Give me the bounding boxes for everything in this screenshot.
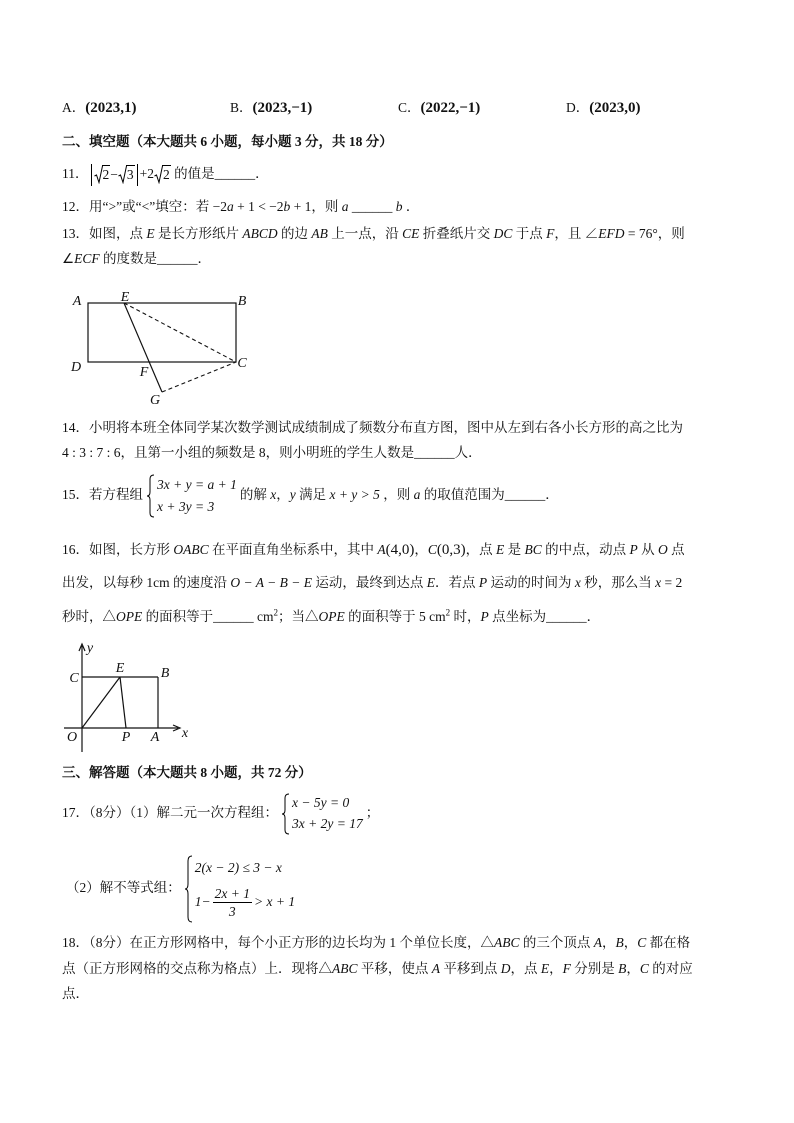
text-segment: ．若点 [434,575,479,590]
unit: cm [253,609,274,624]
math-segment: + 1 < −2 [233,199,284,214]
math-variable: B [618,961,627,976]
square-root [118,165,135,184]
text-segment: 时， [450,609,481,624]
text-segment: 从 [637,542,659,557]
math-variable: b [395,199,403,214]
text-segment: 平移到点 [440,961,501,976]
text-segment: 12．用“>”或“<”填空：若 [62,199,213,214]
text-segment: 18．（8分）在正方形网格中，每个小正方形的边长均为 1 个单位长度，△ [62,935,494,950]
math-variable: DC [493,226,513,241]
label-e: E [115,661,125,676]
text-segment: 的边 [277,226,312,241]
square-root [94,165,111,184]
option-letter: D． [566,100,590,115]
math-variable: ABCD [242,226,278,241]
answer-blank: ______ [504,487,546,502]
math-variable: CE [402,226,420,241]
math-variable: OPE [116,609,143,624]
text-segment: 点（正方形网格的交点称为格点）上．现将△ [62,961,332,976]
question-16-line-2 [62,574,682,592]
answer-blank: ______ [213,609,254,624]
equation: 3x + y = a + 1 [157,476,237,492]
label-x-axis: x [181,726,189,741]
folded-rectangle-figure [66,286,256,408]
math-variable: C [427,542,437,557]
inequality-rows [195,855,295,923]
question-17-part-2 [66,854,298,922]
text-segment: ；当△ [278,609,319,624]
math-variable: P [478,575,488,590]
question-16-line-1 [62,541,685,559]
unit-exponent: 2 [273,607,278,618]
answer-blank: ______ [546,609,587,624]
label-c: C [69,671,79,686]
inequality [195,885,295,920]
text-segment: ． [255,166,269,181]
text-segment: = 2 [661,575,683,590]
text-segment: ，点 [465,542,497,557]
text-segment: 13．如图，点 [62,226,147,241]
equation: x − 5y = 0 [292,795,350,811]
text-segment: ． [402,199,420,214]
question-14-line-1: 14．小明将本班全体同学某次数学测试成绩制成了频数分布直方图，图中从左到右各小长方形的高之比为 [62,420,683,435]
math-variable: A [377,542,386,557]
label-a: A [150,730,160,745]
question-12 [62,198,419,216]
math-variable: BC [524,542,542,557]
equation-system [146,474,237,518]
text-segment: 秒时，△ [62,609,116,624]
math-variable: OABC [173,542,209,557]
text-segment: 的值是 [170,166,215,181]
fraction [213,885,252,920]
math-variable: E [426,575,435,590]
absolute-value-expression [91,164,138,186]
text-segment: 的解 [239,487,271,502]
text-segment: = 76°，则 [624,226,685,241]
math-variable: A [593,935,602,950]
question-14-line-2: 4 : 3 : 7 : 6，且第一小组的频数是 8，则小明班的学生人数是______人． [62,445,482,460]
text-segment: 的取值范围为 [420,487,505,502]
option-letter: B． [230,100,253,115]
text-segment: ． [545,487,559,502]
text-segment: 运动的时间为 [487,575,575,590]
text-segment: ， [602,935,616,950]
math-variable: O [658,542,668,557]
question-18-line-3: 点． [62,986,89,1001]
text-segment: 的中点，动点 [541,542,630,557]
equation-rows [292,793,363,835]
label-e: E [120,290,130,305]
math-variable: x [655,575,662,590]
text-segment: 的面积等于 5 cm [344,609,446,624]
option-d [566,97,641,119]
answer-blank: ______ [156,251,198,266]
text-segment: ，则 [311,199,342,214]
math-segment: 1− [194,894,211,910]
math-segment: + 1 [290,199,312,214]
left-brace-icon [184,855,193,923]
unit-exponent: 2 [445,607,451,618]
equation-system [281,793,363,835]
option-c [398,97,480,119]
text-segment: 点 [667,542,685,557]
math-variable: E [540,961,550,976]
label-y-axis: y [86,641,94,656]
text-segment: ． [197,251,211,266]
text-segment: 点坐标为 [488,609,547,624]
math-variable: a [341,199,349,214]
text-segment: ， [414,542,428,557]
text-segment: ， [276,487,290,502]
text-segment: 上一点，沿 [327,226,403,241]
text-segment: 满足 [295,487,330,502]
math-variable: x [270,487,277,502]
text-segment: ， [549,961,563,976]
label-b: B [237,294,247,309]
math-variable: b [283,199,291,214]
minus-sign: − [110,166,118,182]
math-segment: −2 [212,199,227,214]
math-segment: > x + 1 [253,894,296,910]
text-segment: 秒，那么当 [580,575,656,590]
question-number: 11． [62,166,89,181]
text-segment: 16．如图，长方形 [62,542,174,557]
text-segment: 都在格 [646,935,691,950]
segment-gc [162,362,236,392]
radicand: 3 [126,167,134,183]
left-brace-icon [146,474,155,518]
math-variable: a [413,487,421,502]
question-18-line-2 [62,960,693,978]
text-segment: ，且 ∠ [554,226,599,241]
equation-rows [157,474,237,518]
text-segment: 的面积等于 [142,609,214,624]
math-variable: E [146,226,155,241]
text-segment: 的对应 [648,961,693,976]
math-variable: OPE [318,609,345,624]
question-13-line-1 [62,225,685,243]
text-segment: 的三个顶点 [519,935,594,950]
fold-line-ec [124,303,236,362]
text-segment: ，则 [379,487,414,502]
text-segment: （2）解不等式组： [66,880,181,895]
answer-blank: ______ [214,166,256,181]
math-variable: A [431,961,440,976]
math-expression: O − A − B − E [230,575,312,590]
math-variable: AB [311,226,328,241]
math-variable: C [637,935,647,950]
math-variable: x [574,575,581,590]
fraction-denominator: 3 [213,902,252,920]
text-segment: 分别是 [570,961,619,976]
question-18-line-1 [62,934,690,952]
text-segment: 出发，以每秒 1cm 的速度沿 [62,575,231,590]
text-segment: 运动，最终到达点 [311,575,427,590]
text-segment: 17．（8分）（1）解二元一次方程组： [62,805,278,820]
text-segment: ， [623,935,638,950]
option-value: (2023,1) [85,100,137,116]
label-p: P [121,730,131,745]
radicand: 2 [163,167,170,183]
text-segment: ，点 [510,961,541,976]
math-variable: y [289,487,296,502]
section-3-heading: 三、解答题（本大题共 8 小题，共 72 分） [62,765,312,780]
option-value: (2022,−1) [420,100,481,116]
segment-ep [120,677,126,728]
fraction-numerator: 2x + 1 [214,885,250,901]
question-11 [62,161,269,187]
math-variable: ABC [494,935,520,950]
math-variable: a [226,199,234,214]
math-variable: C [639,961,649,976]
option-letter: C． [398,100,421,115]
text-segment: ， [626,961,640,976]
text-segment: 是 [504,542,525,557]
label-b: B [160,666,170,681]
radicand: 2 [102,167,110,183]
label-o: O [66,730,78,745]
math-variable: P [480,609,489,624]
math-variable: EFD [598,226,625,241]
square-root [154,165,171,184]
label-a: A [72,294,82,309]
option-b [230,97,312,119]
plus-term: +2 [139,166,154,181]
math-variable: F [562,961,571,976]
math-variable: B [615,935,624,950]
equation: 3x + 2y = 17 [292,816,363,832]
math-expression: x + y > 5 [329,487,380,502]
label-d: D [70,360,82,375]
text-segment: 在平面直角坐标系中，其中 [208,542,378,557]
text-segment: 15．若方程组 [62,487,143,502]
left-brace-icon [281,793,290,835]
question-16-line-3 [62,608,600,626]
inequality-system [184,855,295,923]
coordinate-rectangle-figure [60,640,195,754]
section-2-heading: 二、填空题（本大题共 6 小题，每小题 3 分，共 18 分） [62,134,393,149]
math-variable: P [629,542,638,557]
label-g: G [149,393,161,408]
text-segment: 是长方形纸片 [154,226,243,241]
option-letter: A． [62,100,86,115]
text-segment: 于点 [512,226,547,241]
question-17-part-1 [62,792,379,834]
segment-oe [82,677,120,728]
option-value: (2023,−1) [252,100,313,116]
text-segment: 平移，使点 [357,961,432,976]
text-segment: 的度数是 [99,251,157,266]
math-variable: ABC [332,961,358,976]
math-variable: E [496,542,505,557]
inequality: 2(x − 2) ≤ 3 − x [194,860,282,876]
rectangle-abcd [88,303,236,362]
label-f: F [139,365,149,380]
option-value: (2023,0) [589,100,641,116]
text-segment: 折叠纸片交 [419,226,494,241]
answer-blank: ______ [348,199,396,214]
text-segment: ∠ [62,251,75,266]
option-a [62,97,137,119]
question-15 [62,473,559,517]
math-variable: F [546,226,555,241]
question-13-line-2 [62,250,211,268]
math-variable: D [500,961,511,976]
coordinate: (0,3) [436,542,466,558]
equation: x + 3y = 3 [157,498,215,514]
coordinate: (4,0) [385,542,415,558]
text-segment: ． [586,609,601,624]
label-c: C [237,356,247,371]
math-variable: ECF [74,251,100,266]
text-segment: ； [365,805,380,820]
